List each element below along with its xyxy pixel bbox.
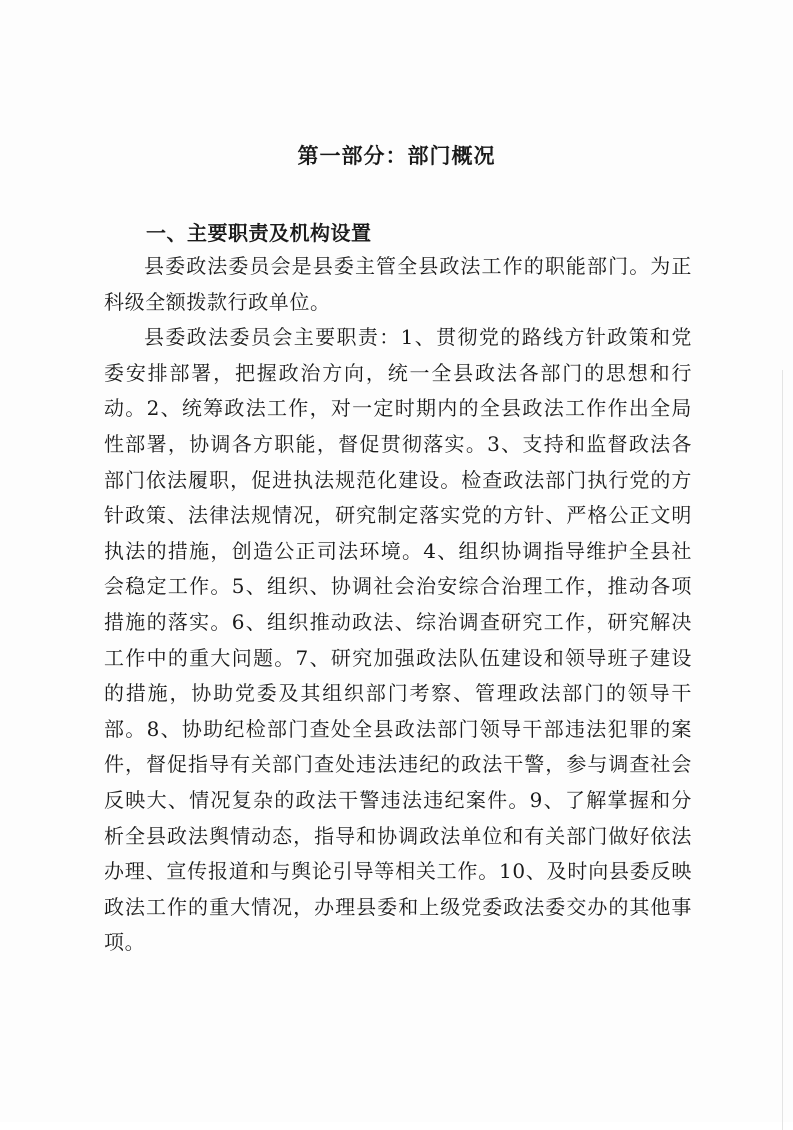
- paragraph-overview: 县委政法委员会是县委主管全县政法工作的职能部门。为正科级全额拨款行政单位。: [104, 254, 692, 314]
- section-heading: 一、主要职责及机构设置: [146, 221, 372, 245]
- page-title: 第一部分：部门概况: [297, 144, 496, 168]
- section-body: [104, 249, 692, 961]
- scan-edge-line: [782, 370, 783, 1130]
- paragraph-responsibilities: 县委政法委员会主要职责：1、贯彻党的路线方针政策和党委安排部署，把握政治方向，统一全县政法各部门的思想和行动。2、统筹政法工作，对一定时期内的全县政法工作作出全局性部署，协调各方职能，督促贯彻落实。3、支持和监督政法各部门依法履职，促进执法规范化建设。检查政法部门执行党的方针政策、法律法规情况，研究制定落实党的方针、严格公正文明执法的措施，创造公正司法环境。4、组织协调指导维护全县社会稳定工作。5、组织、协调社会治安综合治理工作，推动各项措施的落实。6、组织推动政法、综治调查研究工作，研究解决工作中的重大问题。7、研究加强政法队伍建设和领导班子建设的措施，协助党委及其组织部门考察、管理政法部门的领导干部。8、协助纪检部门查处全县政法部门领导干部违法犯罪的案件，督促指导有关部门查处违法违纪的政法干警，参与调查社会反映大、情况复杂的政法干警违法违纪案件。9、了解掌握和分析全县政法舆情动态，指导和协调政法单位和有关部门做好依法办理、宣传报道和与舆论引导等相关工作。10、及时向县委反映政法工作的重大情况，办理县委和上级党委政法委交办的其他事项。: [104, 325, 692, 955]
